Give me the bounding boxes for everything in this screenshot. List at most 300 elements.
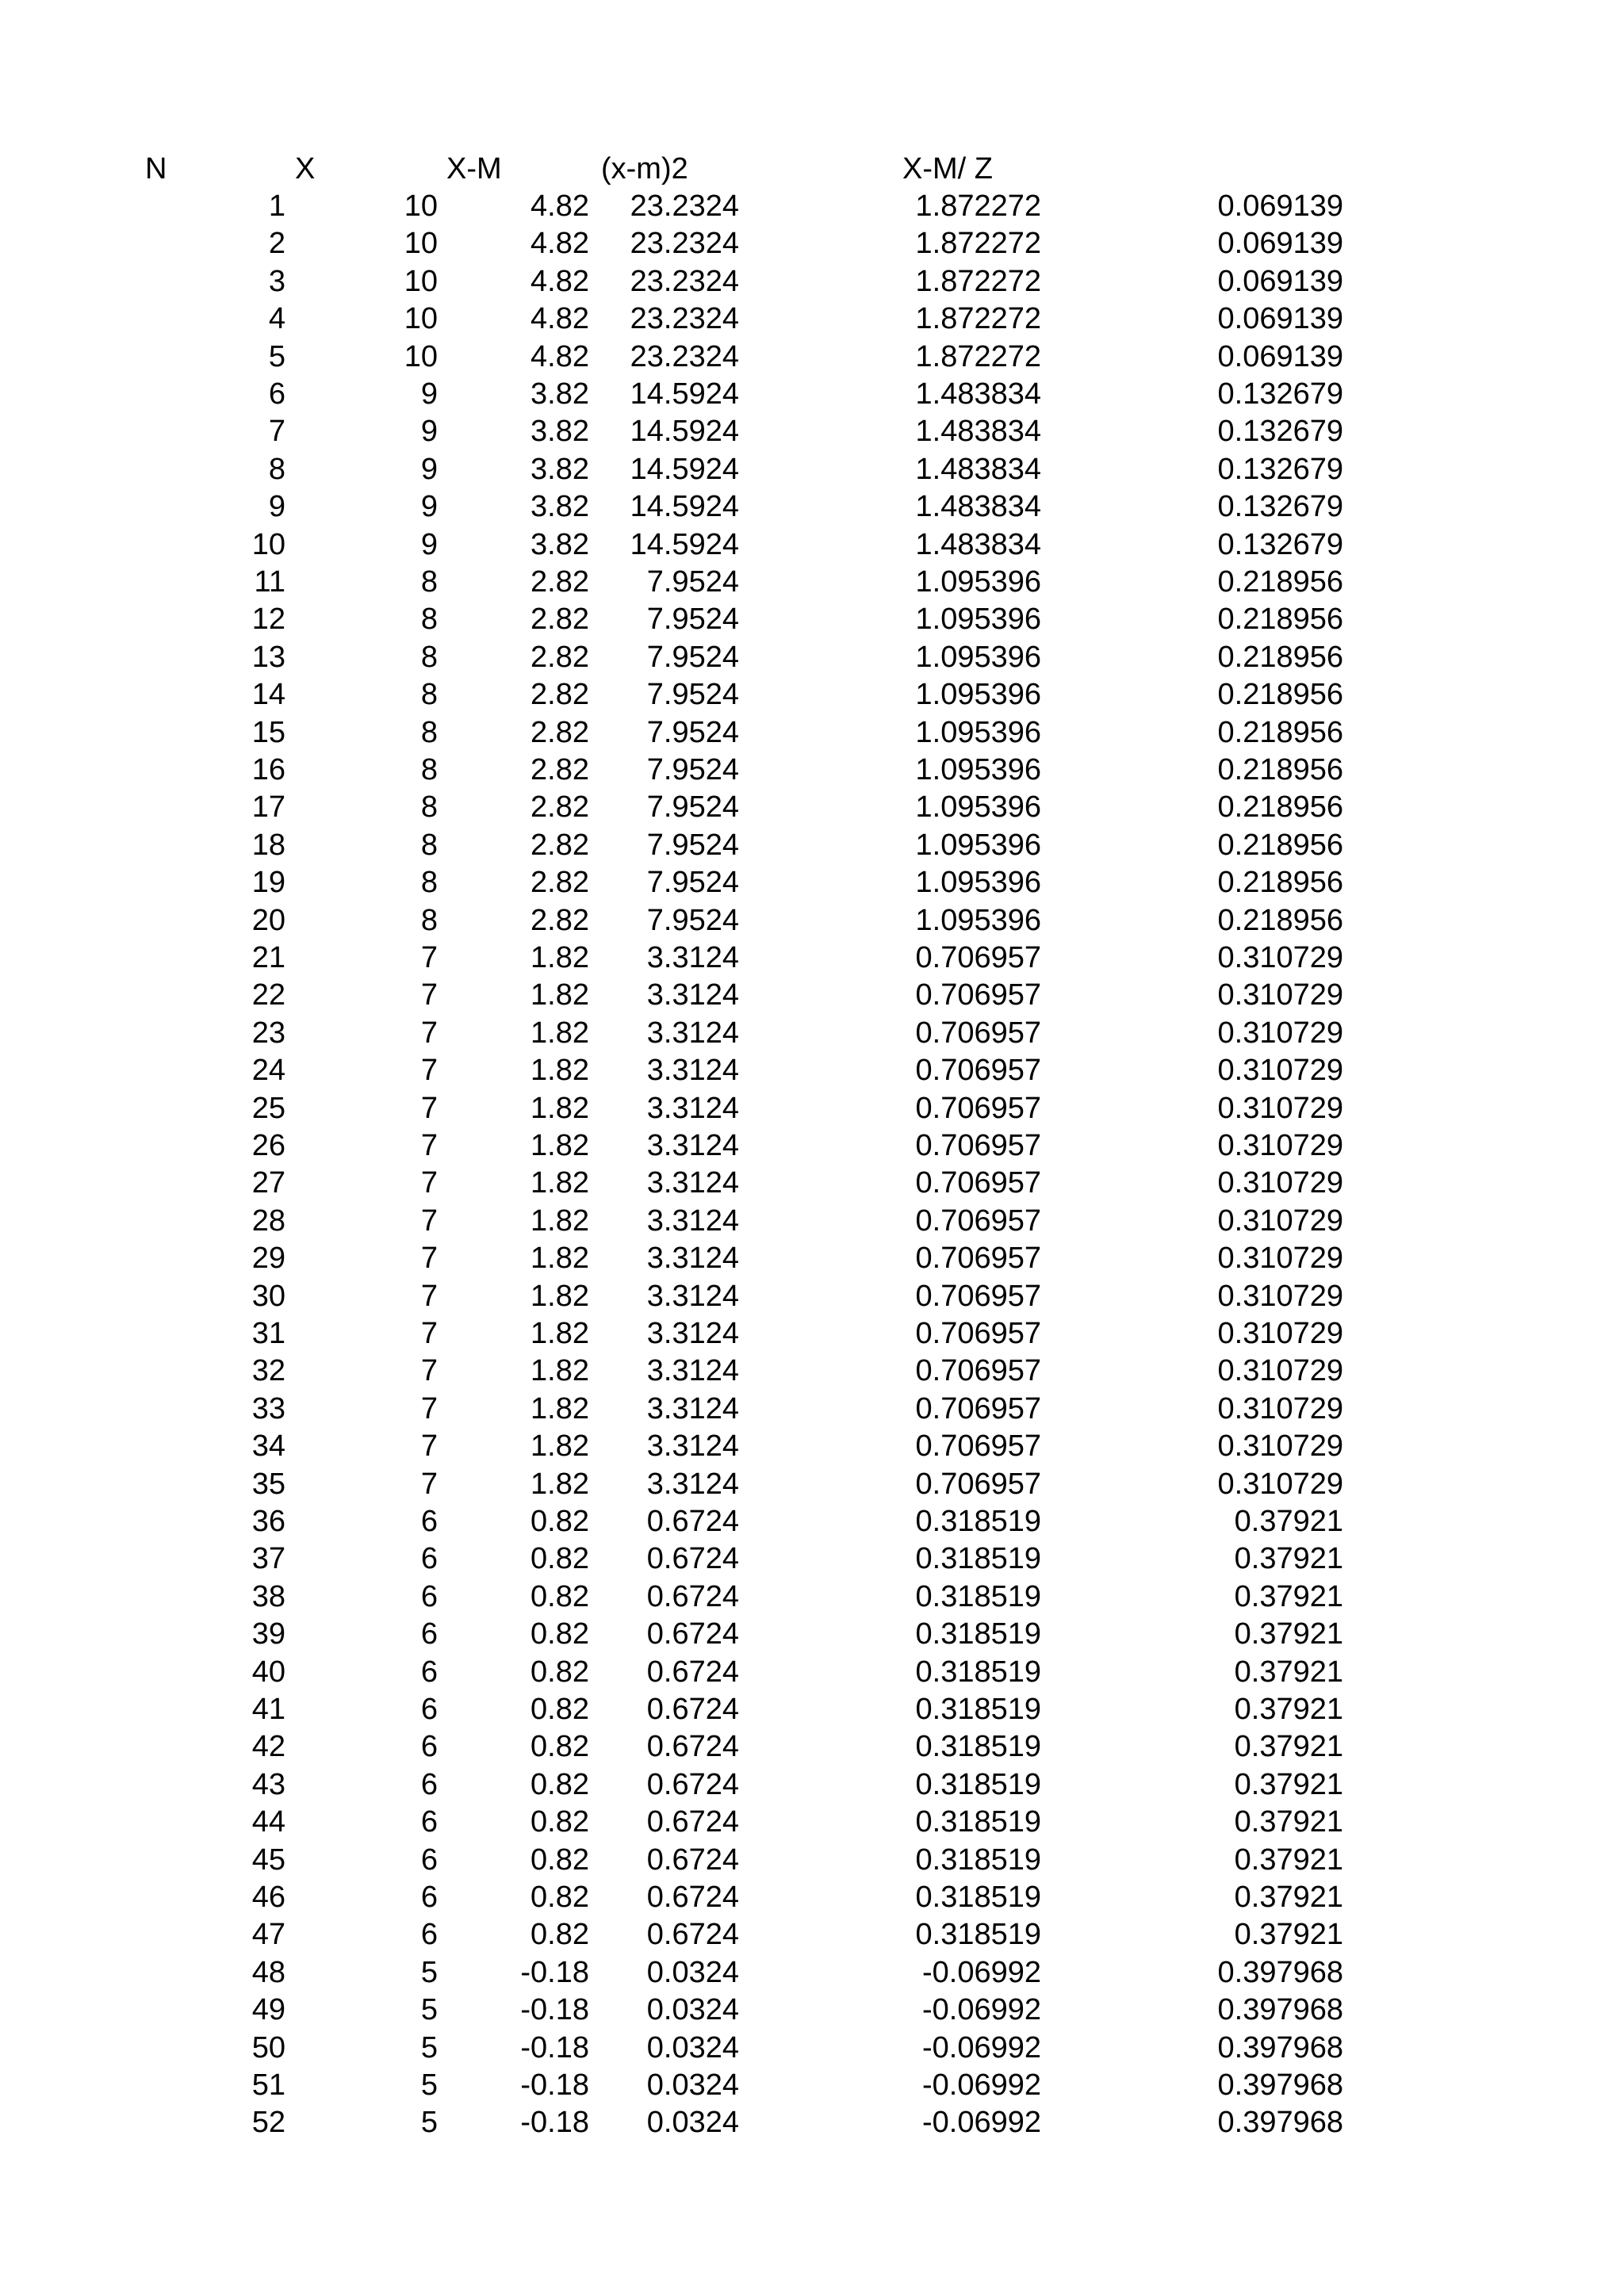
header-squared-deviation: (x-m)2: [601, 152, 688, 186]
row-number-cell: 31: [251, 1317, 285, 1350]
squared-deviation-cell: 3.3124: [646, 1091, 739, 1125]
z-score-cell: 0.706957: [915, 1391, 1041, 1425]
deviation-cell: 1.82: [530, 941, 589, 974]
deviation-cell: 2.82: [530, 903, 589, 937]
squared-deviation-cell: 0.0324: [646, 2068, 739, 2102]
z-score-cell: -0.06992: [921, 1955, 1041, 1989]
squared-deviation-cell: 3.3124: [646, 1354, 739, 1388]
z-score-cell: 0.318519: [915, 1881, 1041, 1914]
z-score-cell: 0.318519: [915, 1655, 1041, 1689]
squared-deviation-cell: 3.3124: [646, 1467, 739, 1501]
density-cell: 0.397968: [1217, 2068, 1343, 2102]
z-score-cell: 1.095396: [915, 715, 1041, 749]
squared-deviation-cell: 23.2324: [630, 264, 739, 298]
density-cell: 0.069139: [1217, 189, 1343, 223]
density-cell: 0.397968: [1217, 1993, 1343, 2027]
row-number-cell: 22: [251, 978, 285, 1012]
row-number-cell: 20: [251, 903, 285, 937]
z-score-cell: 0.318519: [915, 1805, 1041, 1839]
row-number-cell: 30: [251, 1279, 285, 1313]
x-value-cell: 7: [420, 941, 438, 974]
z-score-cell: 1.095396: [915, 828, 1041, 862]
density-cell: 0.397968: [1217, 1955, 1343, 1989]
squared-deviation-cell: 14.5924: [630, 452, 739, 486]
density-cell: 0.37921: [1234, 1730, 1343, 1764]
density-cell: 0.310729: [1217, 1091, 1343, 1125]
z-score-cell: 1.872272: [915, 227, 1041, 261]
x-value-cell: 6: [420, 1579, 438, 1613]
row-number-cell: 7: [268, 415, 285, 449]
density-cell: 0.37921: [1234, 1579, 1343, 1613]
row-number-cell: 12: [251, 603, 285, 637]
squared-deviation-cell: 0.0324: [646, 2030, 739, 2064]
z-score-cell: 0.318519: [915, 1542, 1041, 1576]
z-score-cell: 1.483834: [915, 490, 1041, 524]
z-score-cell: 0.318519: [915, 1843, 1041, 1877]
row-number-cell: 52: [251, 2106, 285, 2140]
z-score-cell: 0.318519: [915, 1505, 1041, 1538]
density-cell: 0.218956: [1217, 603, 1343, 637]
row-number-cell: 33: [251, 1391, 285, 1425]
squared-deviation-cell: 0.6724: [646, 1767, 739, 1801]
squared-deviation-cell: 0.6724: [646, 1730, 739, 1764]
squared-deviation-cell: 0.6724: [646, 1843, 739, 1877]
density-cell: 0.37921: [1234, 1805, 1343, 1839]
squared-deviation-cell: 3.3124: [646, 1054, 739, 1088]
x-value-cell: 10: [404, 302, 438, 336]
header-n: N: [145, 152, 167, 186]
density-cell: 0.218956: [1217, 715, 1343, 749]
deviation-cell: 0.82: [530, 1843, 589, 1877]
density-cell: 0.069139: [1217, 302, 1343, 336]
squared-deviation-cell: 0.6724: [646, 1542, 739, 1576]
x-value-cell: 7: [420, 1467, 438, 1501]
x-value-cell: 5: [420, 1993, 438, 2027]
deviation-cell: 4.82: [530, 264, 589, 298]
squared-deviation-cell: 3.3124: [646, 978, 739, 1012]
density-cell: 0.310729: [1217, 1467, 1343, 1501]
squared-deviation-cell: 23.2324: [630, 189, 739, 223]
squared-deviation-cell: 3.3124: [646, 1429, 739, 1464]
deviation-cell: 1.82: [530, 1429, 589, 1464]
x-value-cell: 10: [404, 264, 438, 298]
squared-deviation-cell: 3.3124: [646, 941, 739, 974]
density-cell: 0.310729: [1217, 1166, 1343, 1200]
z-score-cell: 0.706957: [915, 1354, 1041, 1388]
z-score-cell: 1.872272: [915, 264, 1041, 298]
row-number-cell: 19: [251, 866, 285, 900]
x-value-cell: 7: [420, 1279, 438, 1313]
x-value-cell: 6: [420, 1505, 438, 1538]
deviation-cell: 1.82: [530, 1203, 589, 1238]
x-value-cell: 8: [420, 715, 438, 749]
density-cell: 0.132679: [1217, 527, 1343, 561]
row-number-cell: 9: [268, 490, 285, 524]
z-score-cell: 0.318519: [915, 1918, 1041, 1952]
z-score-cell: -0.06992: [921, 2030, 1041, 2064]
deviation-cell: 2.82: [530, 753, 589, 786]
x-value-cell: 7: [420, 1091, 438, 1125]
density-cell: 0.218956: [1217, 565, 1343, 599]
density-cell: 0.218956: [1217, 640, 1343, 674]
deviation-cell: 1.82: [530, 1354, 589, 1388]
deviation-cell: 3.82: [530, 490, 589, 524]
squared-deviation-cell: 7.9524: [646, 678, 739, 712]
deviation-cell: 1.82: [530, 1016, 589, 1050]
squared-deviation-cell: 14.5924: [630, 415, 739, 449]
squared-deviation-cell: 0.6724: [646, 1693, 739, 1726]
x-value-cell: 6: [420, 1542, 438, 1576]
x-value-cell: 6: [420, 1843, 438, 1877]
x-value-cell: 6: [420, 1693, 438, 1726]
deviation-cell: 2.82: [530, 678, 589, 712]
squared-deviation-cell: 23.2324: [630, 339, 739, 373]
density-cell: 0.218956: [1217, 903, 1343, 937]
squared-deviation-cell: 0.6724: [646, 1918, 739, 1952]
x-value-cell: 5: [420, 2106, 438, 2140]
density-cell: 0.218956: [1217, 678, 1343, 712]
z-score-cell: 1.095396: [915, 640, 1041, 674]
z-score-cell: 1.095396: [915, 565, 1041, 599]
deviation-cell: -0.18: [520, 1955, 589, 1989]
deviation-cell: 3.82: [530, 452, 589, 486]
x-value-cell: 10: [404, 339, 438, 373]
z-score-cell: -0.06992: [921, 2068, 1041, 2102]
row-number-cell: 14: [251, 678, 285, 712]
squared-deviation-cell: 3.3124: [646, 1391, 739, 1425]
row-number-cell: 28: [251, 1203, 285, 1238]
squared-deviation-cell: 23.2324: [630, 227, 739, 261]
deviation-cell: 1.82: [530, 1317, 589, 1350]
deviation-cell: 2.82: [530, 715, 589, 749]
row-number-cell: 5: [268, 339, 285, 373]
deviation-cell: 1.82: [530, 1091, 589, 1125]
x-value-cell: 7: [420, 1354, 438, 1388]
z-score-cell: -0.06992: [921, 2106, 1041, 2140]
header-x-minus-m: X-M: [446, 152, 502, 186]
density-cell: 0.37921: [1234, 1843, 1343, 1877]
deviation-cell: 0.82: [530, 1693, 589, 1726]
squared-deviation-cell: 3.3124: [646, 1279, 739, 1313]
density-cell: 0.310729: [1217, 1279, 1343, 1313]
x-value-cell: 7: [420, 1166, 438, 1200]
squared-deviation-cell: 3.3124: [646, 1166, 739, 1200]
row-number-cell: 36: [251, 1505, 285, 1538]
density-cell: 0.310729: [1217, 1429, 1343, 1464]
deviation-cell: 0.82: [530, 1805, 589, 1839]
x-value-cell: 6: [420, 1918, 438, 1952]
x-value-cell: 7: [420, 1054, 438, 1088]
z-score-cell: 0.706957: [915, 978, 1041, 1012]
row-number-cell: 44: [251, 1805, 285, 1839]
z-score-cell: 1.872272: [915, 189, 1041, 223]
deviation-cell: 3.82: [530, 377, 589, 411]
x-value-cell: 8: [420, 678, 438, 712]
header-x: X: [295, 152, 316, 186]
density-cell: 0.310729: [1217, 1391, 1343, 1425]
row-number-cell: 26: [251, 1129, 285, 1162]
squared-deviation-cell: 0.0324: [646, 1993, 739, 2027]
x-value-cell: 5: [420, 1955, 438, 1989]
density-cell: 0.310729: [1217, 941, 1343, 974]
z-score-cell: 1.095396: [915, 866, 1041, 900]
squared-deviation-cell: 7.9524: [646, 903, 739, 937]
deviation-cell: 1.82: [530, 1242, 589, 1276]
row-number-cell: 43: [251, 1767, 285, 1801]
z-score-cell: 1.095396: [915, 903, 1041, 937]
z-score-cell: 0.706957: [915, 1016, 1041, 1050]
x-value-cell: 8: [420, 903, 438, 937]
z-score-cell: 1.483834: [915, 415, 1041, 449]
z-score-cell: -0.06992: [921, 1993, 1041, 2027]
z-score-cell: 0.318519: [915, 1693, 1041, 1726]
deviation-cell: 0.82: [530, 1918, 589, 1952]
row-number-cell: 10: [251, 527, 285, 561]
x-value-cell: 5: [420, 2068, 438, 2102]
x-value-cell: 7: [420, 1129, 438, 1162]
deviation-cell: 2.82: [530, 603, 589, 637]
x-value-cell: 6: [420, 1805, 438, 1839]
density-cell: 0.37921: [1234, 1918, 1343, 1952]
deviation-cell: 0.82: [530, 1505, 589, 1538]
z-score-cell: 1.095396: [915, 790, 1041, 825]
density-cell: 0.132679: [1217, 452, 1343, 486]
deviation-cell: 4.82: [530, 189, 589, 223]
row-number-cell: 40: [251, 1655, 285, 1689]
x-value-cell: 6: [420, 1655, 438, 1689]
z-score-cell: 0.318519: [915, 1617, 1041, 1651]
density-cell: 0.397968: [1217, 2106, 1343, 2140]
x-value-cell: 7: [420, 1391, 438, 1425]
row-number-cell: 42: [251, 1730, 285, 1764]
row-number-cell: 2: [268, 227, 285, 261]
row-number-cell: 47: [251, 1918, 285, 1952]
density-cell: 0.37921: [1234, 1693, 1343, 1726]
z-score-cell: 1.483834: [915, 377, 1041, 411]
row-number-cell: 27: [251, 1166, 285, 1200]
z-score-cell: 1.483834: [915, 452, 1041, 486]
z-score-cell: 0.318519: [915, 1579, 1041, 1613]
density-cell: 0.37921: [1234, 1655, 1343, 1689]
squared-deviation-cell: 3.3124: [646, 1317, 739, 1350]
deviation-cell: 3.82: [530, 527, 589, 561]
row-number-cell: 46: [251, 1881, 285, 1914]
row-number-cell: 25: [251, 1091, 285, 1125]
squared-deviation-cell: 3.3124: [646, 1016, 739, 1050]
density-cell: 0.218956: [1217, 753, 1343, 786]
density-cell: 0.218956: [1217, 828, 1343, 862]
x-value-cell: 7: [420, 1429, 438, 1464]
deviation-cell: 0.82: [530, 1655, 589, 1689]
deviation-cell: 1.82: [530, 1166, 589, 1200]
deviation-cell: 1.82: [530, 1279, 589, 1313]
squared-deviation-cell: 0.6724: [646, 1617, 739, 1651]
squared-deviation-cell: 7.9524: [646, 603, 739, 637]
density-cell: 0.397968: [1217, 2030, 1343, 2064]
row-number-cell: 4: [268, 302, 285, 336]
row-number-cell: 21: [251, 941, 285, 974]
z-score-cell: 0.706957: [915, 1203, 1041, 1238]
row-number-cell: 11: [254, 565, 285, 599]
density-cell: 0.132679: [1217, 377, 1343, 411]
x-value-cell: 8: [420, 828, 438, 862]
row-number-cell: 50: [251, 2030, 285, 2064]
deviation-cell: 2.82: [530, 790, 589, 825]
row-number-cell: 35: [251, 1467, 285, 1501]
squared-deviation-cell: 0.6724: [646, 1655, 739, 1689]
deviation-cell: 0.82: [530, 1617, 589, 1651]
x-value-cell: 6: [420, 1881, 438, 1914]
x-value-cell: 7: [420, 1203, 438, 1238]
deviation-cell: 4.82: [530, 227, 589, 261]
squared-deviation-cell: 23.2324: [630, 302, 739, 336]
squared-deviation-cell: 7.9524: [646, 640, 739, 674]
x-value-cell: 8: [420, 790, 438, 825]
deviation-cell: 3.82: [530, 415, 589, 449]
squared-deviation-cell: 0.6724: [646, 1881, 739, 1914]
squared-deviation-cell: 7.9524: [646, 790, 739, 825]
z-score-cell: 0.706957: [915, 1429, 1041, 1464]
density-cell: 0.37921: [1234, 1505, 1343, 1538]
x-value-cell: 7: [420, 978, 438, 1012]
x-value-cell: 7: [420, 1242, 438, 1276]
row-number-cell: 34: [251, 1429, 285, 1464]
z-score-cell: 0.706957: [915, 1317, 1041, 1350]
density-cell: 0.132679: [1217, 490, 1343, 524]
x-value-cell: 9: [420, 527, 438, 561]
row-number-cell: 23: [251, 1016, 285, 1050]
x-value-cell: 5: [420, 2030, 438, 2064]
density-cell: 0.37921: [1234, 1881, 1343, 1914]
deviation-cell: 4.82: [530, 302, 589, 336]
density-cell: 0.310729: [1217, 1317, 1343, 1350]
x-value-cell: 10: [404, 227, 438, 261]
x-value-cell: 9: [420, 490, 438, 524]
z-score-cell: 1.872272: [915, 302, 1041, 336]
deviation-cell: -0.18: [520, 2106, 589, 2140]
x-value-cell: 6: [420, 1767, 438, 1801]
row-number-cell: 13: [251, 640, 285, 674]
x-value-cell: 7: [420, 1016, 438, 1050]
density-cell: 0.069139: [1217, 264, 1343, 298]
z-score-cell: 1.483834: [915, 527, 1041, 561]
z-score-cell: 0.318519: [915, 1730, 1041, 1764]
deviation-cell: 4.82: [530, 339, 589, 373]
x-value-cell: 10: [404, 189, 438, 223]
density-cell: 0.37921: [1234, 1542, 1343, 1576]
deviation-cell: -0.18: [520, 2030, 589, 2064]
z-score-cell: 0.706957: [915, 1467, 1041, 1501]
deviation-cell: 2.82: [530, 866, 589, 900]
z-score-cell: 0.706957: [915, 1054, 1041, 1088]
x-value-cell: 6: [420, 1730, 438, 1764]
squared-deviation-cell: 7.9524: [646, 866, 739, 900]
squared-deviation-cell: 3.3124: [646, 1129, 739, 1162]
x-value-cell: 9: [420, 377, 438, 411]
squared-deviation-cell: 3.3124: [646, 1203, 739, 1238]
row-number-cell: 16: [251, 753, 285, 786]
density-cell: 0.218956: [1217, 866, 1343, 900]
squared-deviation-cell: 14.5924: [630, 527, 739, 561]
squared-deviation-cell: 7.9524: [646, 753, 739, 786]
density-cell: 0.37921: [1234, 1617, 1343, 1651]
density-cell: 0.132679: [1217, 415, 1343, 449]
deviation-cell: 1.82: [530, 1129, 589, 1162]
row-number-cell: 49: [251, 1993, 285, 2027]
row-number-cell: 3: [268, 264, 285, 298]
deviation-cell: 0.82: [530, 1730, 589, 1764]
row-number-cell: 41: [251, 1693, 285, 1726]
row-number-cell: 51: [251, 2068, 285, 2102]
x-value-cell: 8: [420, 565, 438, 599]
deviation-cell: -0.18: [520, 2068, 589, 2102]
deviation-cell: 2.82: [530, 828, 589, 862]
density-cell: 0.310729: [1217, 1054, 1343, 1088]
squared-deviation-cell: 0.6724: [646, 1579, 739, 1613]
deviation-cell: 0.82: [530, 1542, 589, 1576]
row-number-cell: 6: [268, 377, 285, 411]
density-cell: 0.310729: [1217, 1016, 1343, 1050]
squared-deviation-cell: 0.6724: [646, 1805, 739, 1839]
z-score-cell: 0.706957: [915, 941, 1041, 974]
row-number-cell: 8: [268, 452, 285, 486]
row-number-cell: 32: [251, 1354, 285, 1388]
deviation-cell: -0.18: [520, 1993, 589, 2027]
density-cell: 0.37921: [1234, 1767, 1343, 1801]
x-value-cell: 7: [420, 1317, 438, 1350]
squared-deviation-cell: 0.0324: [646, 2106, 739, 2140]
squared-deviation-cell: 0.0324: [646, 1955, 739, 1989]
z-score-cell: 1.095396: [915, 603, 1041, 637]
squared-deviation-cell: 14.5924: [630, 490, 739, 524]
row-number-cell: 15: [251, 715, 285, 749]
row-number-cell: 24: [251, 1054, 285, 1088]
deviation-cell: 2.82: [530, 640, 589, 674]
density-cell: 0.310729: [1217, 978, 1343, 1012]
squared-deviation-cell: 14.5924: [630, 377, 739, 411]
z-score-cell: 1.872272: [915, 339, 1041, 373]
row-number-cell: 29: [251, 1242, 285, 1276]
row-number-cell: 48: [251, 1955, 285, 1989]
density-cell: 0.069139: [1217, 339, 1343, 373]
row-number-cell: 45: [251, 1843, 285, 1877]
z-score-cell: 1.095396: [915, 753, 1041, 786]
density-cell: 0.310729: [1217, 1203, 1343, 1238]
density-cell: 0.310729: [1217, 1242, 1343, 1276]
z-score-cell: 0.706957: [915, 1091, 1041, 1125]
x-value-cell: 8: [420, 640, 438, 674]
row-number-cell: 38: [251, 1579, 285, 1613]
deviation-cell: 2.82: [530, 565, 589, 599]
squared-deviation-cell: 0.6724: [646, 1505, 739, 1538]
deviation-cell: 0.82: [530, 1579, 589, 1613]
squared-deviation-cell: 7.9524: [646, 715, 739, 749]
x-value-cell: 8: [420, 603, 438, 637]
density-cell: 0.310729: [1217, 1354, 1343, 1388]
x-value-cell: 6: [420, 1617, 438, 1651]
squared-deviation-cell: 7.9524: [646, 565, 739, 599]
row-number-cell: 1: [268, 189, 285, 223]
deviation-cell: 1.82: [530, 1054, 589, 1088]
row-number-cell: 18: [251, 828, 285, 862]
squared-deviation-cell: 3.3124: [646, 1242, 739, 1276]
header-z-score: X-M/ Z: [902, 152, 993, 186]
row-number-cell: 39: [251, 1617, 285, 1651]
deviation-cell: 0.82: [530, 1767, 589, 1801]
density-cell: 0.310729: [1217, 1129, 1343, 1162]
deviation-cell: 1.82: [530, 978, 589, 1012]
row-number-cell: 37: [251, 1542, 285, 1576]
